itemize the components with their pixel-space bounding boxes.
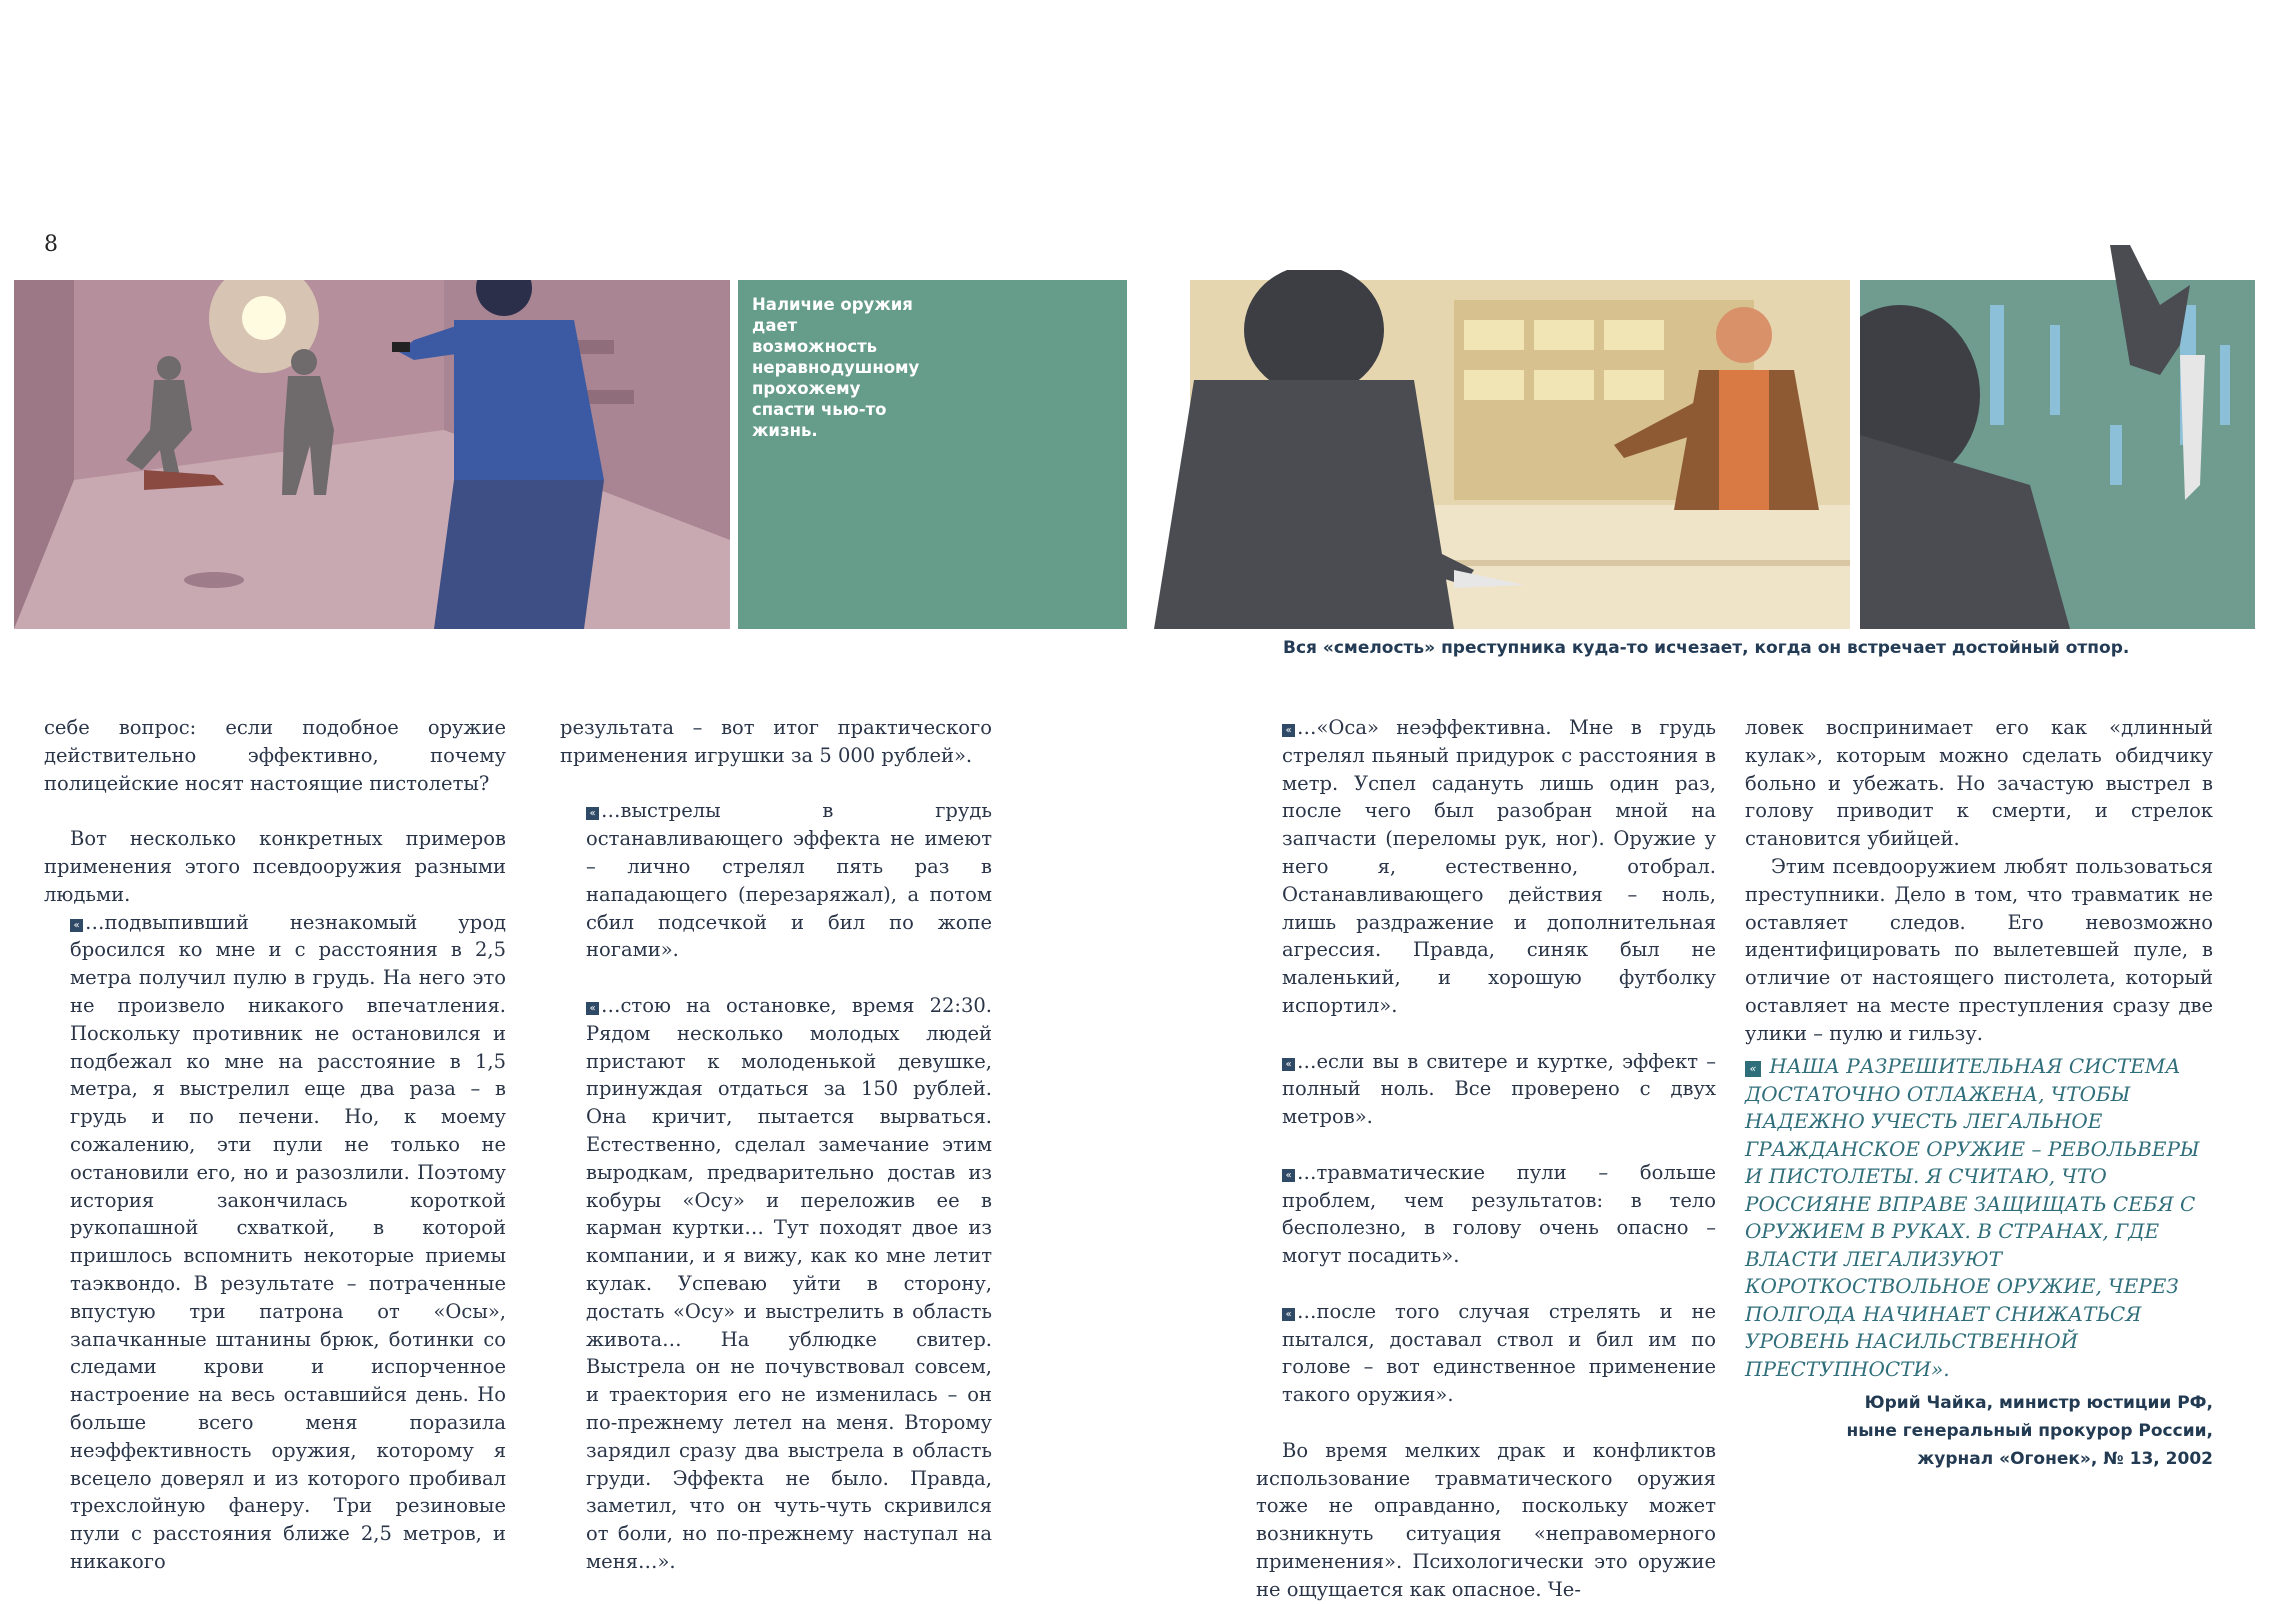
quote-mark-icon: « [70,919,83,932]
paragraph-text: ловек воспринимает его как «длинный кулак», которым можно сделать обидчику больно и убежать. Но зачастую выстрел в голову приводит к смерти, и стрелок становится убийцей. [1745,716,2213,851]
quote-mark-icon: « [586,807,599,820]
quote-mark-icon: « [1282,1058,1295,1071]
illustration-caption: Вся «смелость» преступника куда-то исчезает, когда он встречает достойный отпор. [1283,638,2130,658]
paragraph-text: …выстрелы в грудь останавливающего эффекта не имеют – лично стрелял пять раз в нападающего (перезаряжал), а потом сбил подсечкой и бил по жопе ногами». [586,799,992,962]
quoted-paragraph [1256,1048,1716,1131]
page-number: 8 [44,232,58,257]
text-column-3 [1256,714,1716,1604]
paragraph [1745,714,2213,853]
paragraph-gap [1256,1020,1716,1048]
paragraph-text: …«Оса» неэффективна. Мне в грудь стрелял пьяный придурок с расстояния в метр. Успел садануть лишь один раз, после чего был разобран мной на запчасти (переломы рук, ног). Оружие у него я, естественно, отобрал. Останавливающего действия – ноль, лишь раздражение и дополнительная агрессия. Правда, синяк был не маленький, и хорошую футболку испортил». [1282,716,1716,1017]
pull-quote [1745,1053,2213,1473]
quoted-paragraph [560,992,992,1576]
quote-mark-icon: « [1282,1169,1295,1182]
paragraph-gap [1256,1409,1716,1437]
text-column-1 [44,714,506,1576]
paragraph [1256,1437,1716,1604]
paragraph-gap [560,964,992,992]
highlight-box [738,280,1127,629]
attribution-line: ныне генеральный прокурор России, [1846,1421,2213,1441]
quote-attribution [1745,1389,2213,1473]
paragraph-text: Этим псевдооружием любят пользоваться преступники. Дело в том, что травматик не оставляет следов. Его невозможно идентифицировать по вылетевшей пуле, в отличие от настоящего пистолета, который оставляет на месте преступления сразу две улики – пулю и гильзу. [1745,854,2213,1045]
paragraph [44,825,506,908]
paragraph-text: результата – вот итог практического применения игрушки за 5 000 рублей». [560,716,992,767]
illustration-alley [14,280,730,629]
text-column-4 [1745,714,2213,1048]
paragraph-gap [560,770,992,798]
paragraph-gap [1256,1131,1716,1159]
quoted-paragraph [1256,1298,1716,1409]
quote-mark-icon: « [1282,1308,1295,1321]
paragraph-text: себе вопрос: если подобное оружие действительно эффективно, почему полицейские носят настоящие пистолеты? [44,716,506,795]
paragraph [44,714,506,797]
quoted-paragraph [44,909,506,1576]
paragraph-text: Во время мелких драк и конфликтов использование травматического оружия тоже не оправданно, поскольку может возникнуть ситуация «неправомерного применения». Психологически это оружие не ощущается как опасное. Че- [1256,1438,1716,1601]
illustration-knife [1860,245,2255,629]
quoted-paragraph [1256,714,1716,1020]
quote-text [1745,1053,2213,1383]
quote-mark-icon: « [586,1002,599,1015]
attribution-line: журнал «Огонек», № 13, 2002 [1917,1449,2213,1469]
quoted-paragraph [560,797,992,964]
attribution-line: Юрий Чайка, министр юстиции РФ, [1864,1393,2213,1413]
paragraph-gap [44,797,506,825]
paragraph-text: …если вы в свитере и куртке, эффект – полный ноль. Все проверено с двух метров». [1282,1049,1716,1129]
quoted-paragraph [1256,1159,1716,1270]
paragraph-gap [1256,1270,1716,1298]
paragraph-text: …стою на остановке, время 22:30. Рядом несколько молодых людей пристают к молоденькой девушке, принуждая отдаться за 150 рублей. Она кричит, пытается вырваться. Естественно, сделал замечание этим выродкам, предварительно достав из кобуры «Осу» и переложив ее в карман куртки… Тут походят двое из компании, и я вижу, как ко мне летит кулак. Успеваю уйти в сторону, достать «Осу» и выстрелить в область живота… На ублюдке свитер. Выстрела он не почувствовал совсем, и траектория его не изменилась – он по-прежнему летел на меня. Второму зарядил сразу два выстрела в область груди. Эффекта не было. Правда, заметил, что он чуть-чуть скривился от боли, но по-прежнему наступал на меня…». [586,993,992,1573]
paragraph-text: …травматические пули – больше проблем, чем результатов: в тело бесполезно, в голову очень опасно – могут посадить». [1282,1160,1716,1268]
paragraph [560,714,992,770]
quote-mark-icon: « [1745,1061,1761,1077]
highlight-text: Наличие оружия дает возможность неравнодушному прохожему спасти чью-то жизнь. [752,295,920,440]
paragraph [1745,853,2213,1048]
quote-mark-icon: « [1282,724,1295,737]
paragraph-text: …подвыпивший незнакомый урод бросился ко мне и с расстояния в 2,5 метра получил пулю в грудь. На него это не произвело никакого впечатления. Поскольку противник не остановился и подбежал ко мне на расстояние в 1,5 метра, я выстрелил еще два раза – в грудь и по печени. Но, к моему сожалению, эти пули не только не остановили его, но и разозлили. Поэтому история закончилась короткой рукопашной схваткой, в которой пришлось вспомнить некоторые приемы таэквондо. В результате – потраченные впустую три патрона от «Осы», запачканные штанины брюк, ботинки со следами крови и испорченное настроение на весь оставшийся день. Но больше всего меня поразила неэффективность оружия, которому я всецело доверял и из которого пробивал трехслойную фанеру. Три резиновые пули с расстояния ближе 2,5 метров, и никакого [70,910,506,1573]
paragraph-text: Вот несколько конкретных примеров применения этого псевдооружия разными людьми. [44,827,506,906]
illustration-shop [1154,270,1850,629]
quote-body: НАША РАЗРЕШИТЕЛЬНАЯ СИСТЕМА ДОСТАТОЧНО ОТЛАЖЕНА, ЧТОБЫ НАДЕЖНО УЧЕСТЬ ЛЕГАЛЬНОЕ ГРАЖДАНСКОЕ ОРУЖИЕ – РЕВОЛЬВЕРЫ И ПИСТОЛЕТЫ. Я СЧИТАЮ, ЧТО РОССИЯНЕ ВПРАВЕ ЗАЩИЩАТЬ СЕБЯ С ОРУЖИЕМ В РУКАХ. В СТРАНАХ, ГДЕ ВЛАСТИ ЛЕГАЛИЗУЮТ КОРОТКОСТВОЛЬНОЕ ОРУЖИЕ, ЧЕРЕЗ ПОЛГОДА НАЧИНАЕТ СНИЖАТЬСЯ УРОВЕНЬ НАСИЛЬСТВЕННОЙ ПРЕСТУПНОСТИ». [1745,1054,2200,1381]
paragraph-text: …после того случая стрелять и не пытался, доставал ствол и бил им по голове – вот единственное применение такого оружия». [1282,1299,1716,1407]
text-column-2 [560,714,992,1576]
